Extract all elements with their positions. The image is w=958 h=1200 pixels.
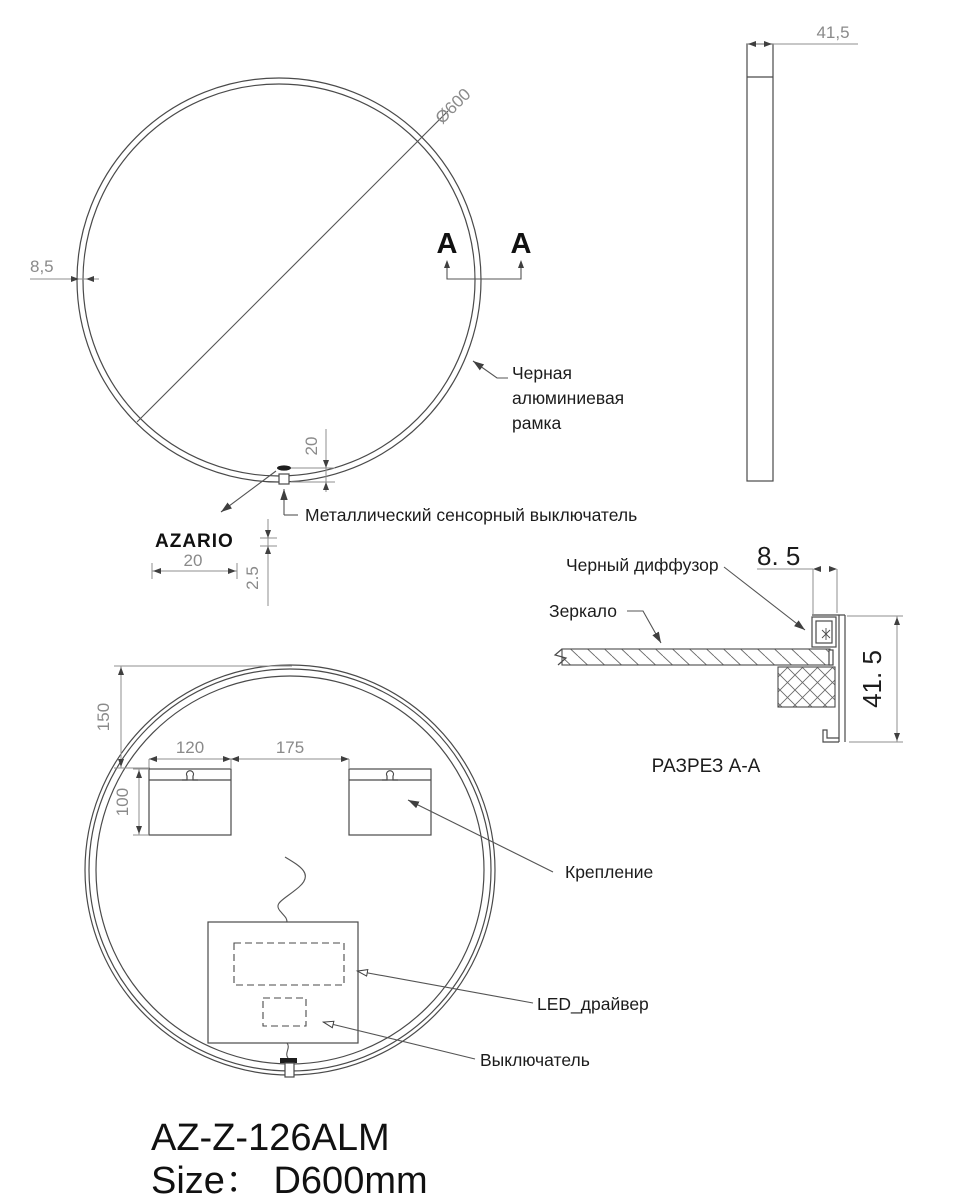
section-width-dim: [757, 541, 837, 616]
led-driver-note: LED_драйвер: [537, 994, 649, 1014]
rim-width-label: 8,5: [30, 257, 54, 276]
bracket-left: [149, 769, 231, 835]
switch-note: Выключатель: [480, 1050, 590, 1070]
side-depth-label: 41,5: [816, 23, 850, 42]
size-label: Size： D600mm: [151, 1160, 428, 1200]
switch-width-dim: [152, 551, 237, 579]
side-profile: [747, 44, 773, 481]
sensor-offset-label: 20: [302, 436, 321, 456]
switch-width-label: 20: [183, 551, 203, 570]
section-title: РАЗРЕЗ А-А: [651, 756, 761, 777]
back-view: [85, 665, 653, 1077]
frame-note-line2: алюминиевая: [512, 388, 625, 408]
mirror-section: [562, 649, 830, 665]
adhesive-block: [778, 667, 835, 707]
diffuser-leader: [724, 567, 805, 630]
touch-switch-note: Металлический сенсорный выключатель: [305, 505, 638, 525]
bracket-gap-label: 175: [275, 738, 305, 757]
diffuser-profile: [812, 617, 836, 647]
bracket-height-label: 100: [113, 787, 132, 817]
bracket-width-label: 120: [175, 738, 205, 757]
touch-sensor-front: [221, 465, 637, 525]
model-number: AZ-Z-126ALM: [151, 1117, 390, 1159]
section-view: [549, 541, 903, 777]
section-marker-right: А: [510, 228, 532, 260]
frame-note: [473, 361, 624, 433]
diameter-dim-label: Ø600: [431, 84, 475, 128]
frame-note-line3: рамка: [512, 413, 562, 433]
top-offset-label: 150: [94, 702, 113, 732]
bracket-note: Крепление: [565, 862, 654, 882]
sensor-body: [279, 474, 289, 484]
sensor-cap: [280, 1058, 297, 1063]
switch-protrusion-dim: [243, 519, 277, 606]
sensor-stem: [285, 1063, 294, 1077]
mirror-leader: [627, 611, 661, 643]
bracket-right: [349, 769, 431, 835]
section-height-dim: [847, 616, 903, 742]
switch-protrusion-label: 2.5: [243, 566, 262, 590]
side-view: [747, 23, 858, 481]
diffuser-note: Черный диффузор: [566, 555, 719, 575]
section-width-label: 8. 5: [757, 541, 801, 571]
section-marker-left: А: [436, 228, 458, 260]
front-view: [30, 78, 637, 606]
mirror-note: Зеркало: [549, 601, 617, 621]
section-height-label: 41. 5: [857, 650, 887, 708]
footer: [151, 1117, 428, 1200]
brand-logo: AZARIO: [155, 531, 234, 552]
frame-note-line1: Черная: [512, 363, 573, 383]
sensor-dot: [277, 465, 291, 470]
